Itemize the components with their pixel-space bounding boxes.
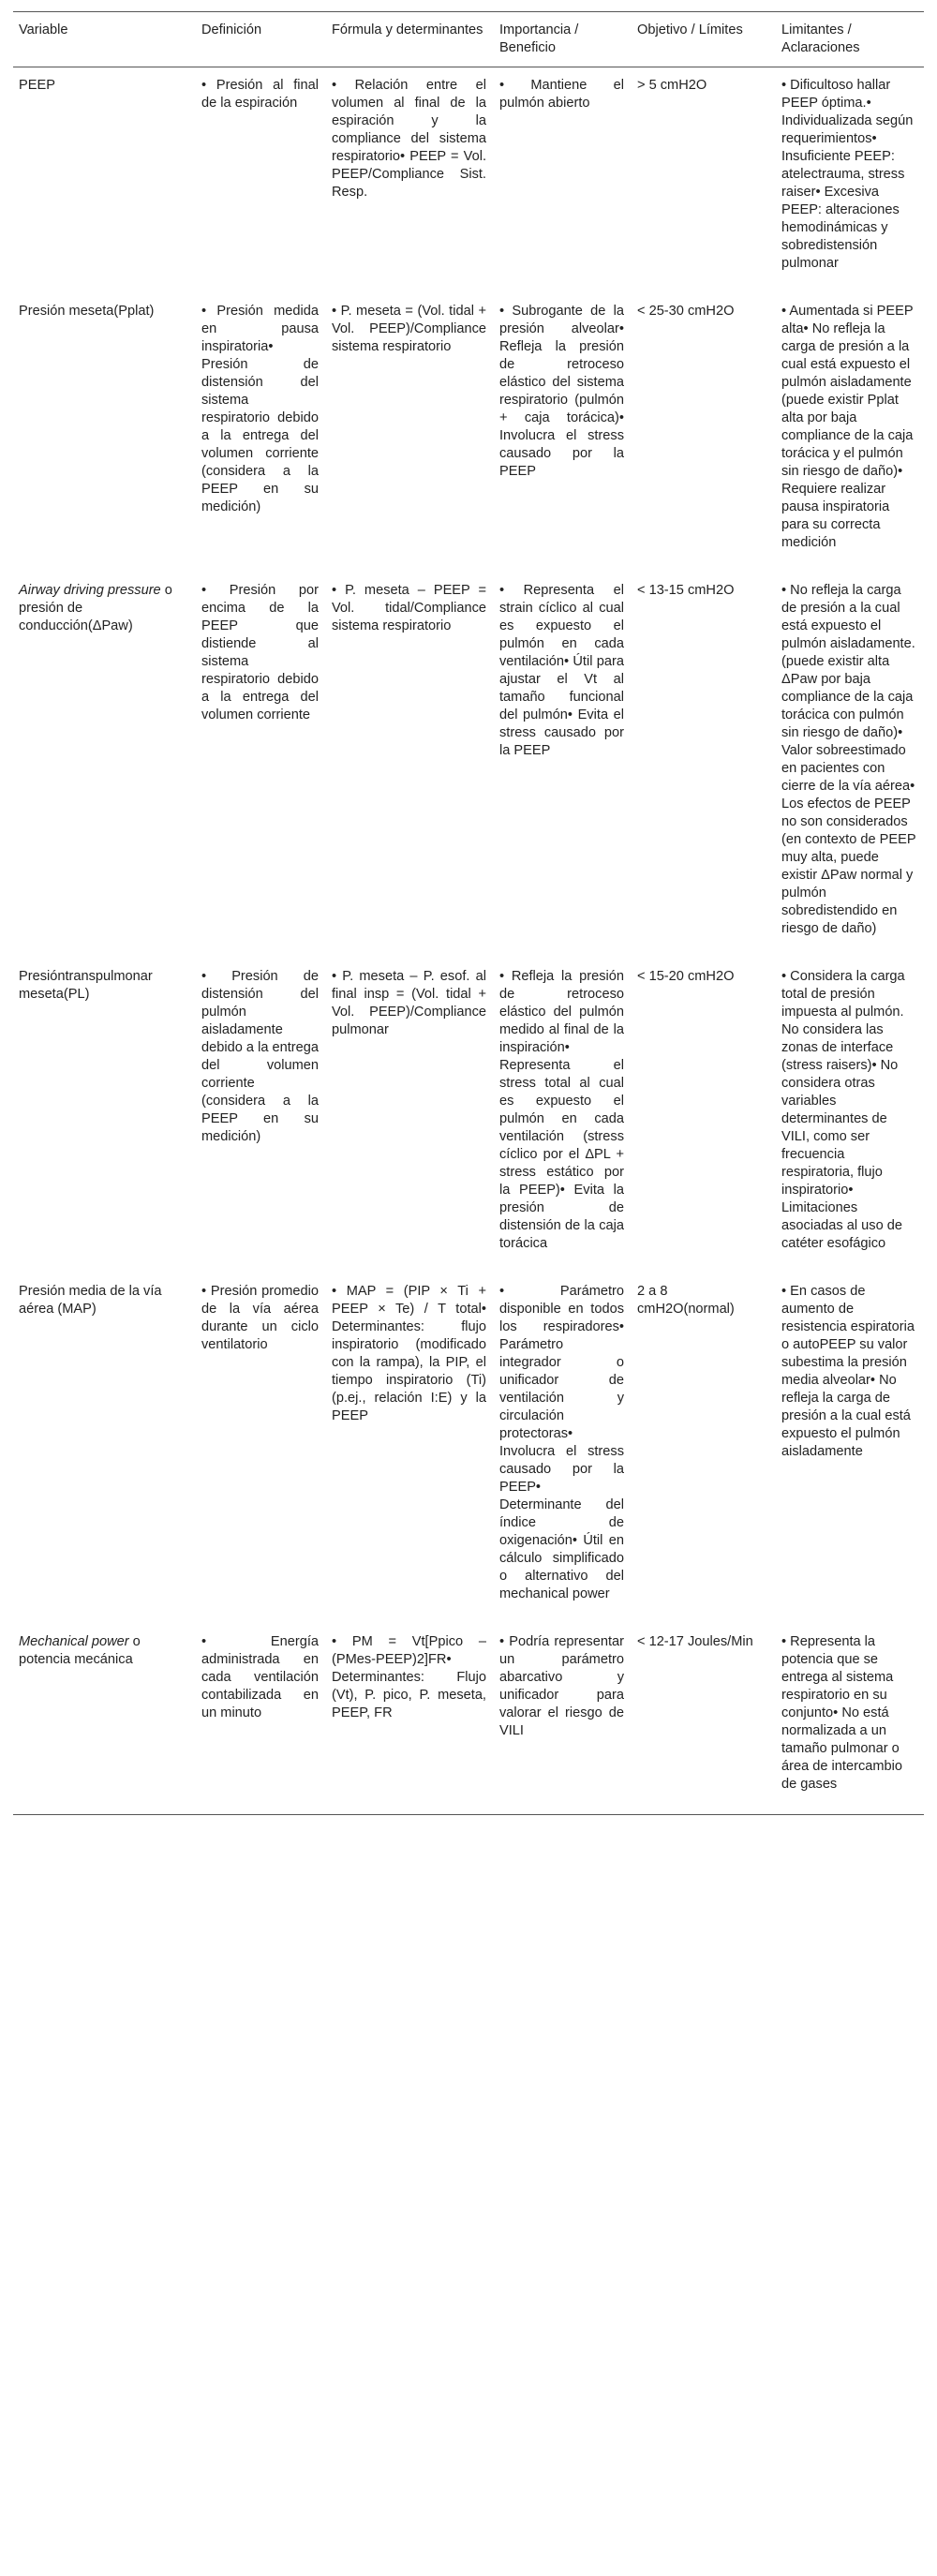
- cell-limitantes: • No refleja la carga de presión a la cual está expuesto el pulmón aisladamente. (puede existir alta ΔPaw por baja compliance de la caja torácica con pulmón sin riesgo de daño)• Valor sobreestimado en pacientes con cierre de la vía aérea• Los efectos de PEEP no son considerados (en contexto de PEEP muy alta, puede existir ΔPaw normal y pulmón sobredistendido en riesgo de daño): [781, 583, 916, 936]
- cell-objetivo: < 12-17 Joules/Min: [637, 1634, 753, 1649]
- variable-rest: o potencia mecánica: [19, 1634, 141, 1667]
- cell-definicion: • Presión de distensión del pulmón aisladamente debido a la entrega del volumen corriente (considera a la PEEP en su medición): [201, 969, 319, 1144]
- cell-importancia: • Refleja la presión de retroceso elástico del pulmón medido al final de la inspiración• Representa el stress total al cual es expuesto el pulmón en cada ventilación (stress cíclico por el ΔPL + stress estático por la PEEP)• Evita la presión de distensión de la caja torácica: [499, 969, 624, 1251]
- cell-formula: • P. meseta – P. esof. al final insp = (Vol. tidal + Vol. PEEP)/Compliance pulmonar: [332, 969, 486, 1037]
- cell-definicion: • Presión al final de la espiración: [201, 78, 319, 111]
- table-row: [13, 1273, 924, 1624]
- cell-objetivo: < 13-15 cmH2O: [637, 583, 735, 598]
- cell-variable: Presióntranspulmonar meseta(PL): [19, 969, 153, 1002]
- cell-formula: • Relación entre el volumen al final de la espiración y la compliance del sistema respiratorio• PEEP = Vol. PEEP/Compliance Sist. Resp.: [332, 78, 486, 200]
- cell-objetivo: 2 a 8 cmH2O(normal): [637, 1284, 735, 1317]
- cell-importancia: • Representa el strain cíclico al cual es expuesto el pulmón en cada ventilación• Útil para ajustar el Vt al tamaño funcional del pulmón• Evita el stress causado por la PEEP: [499, 583, 624, 758]
- cell-definicion: • Presión medida en pausa inspiratoria• Presión de distensión del sistema respiratorio debido a la entrega del volumen corriente (considera a la PEEP en su medición): [201, 304, 319, 514]
- cell-importancia: • Mantiene el pulmón abierto: [499, 78, 624, 111]
- variable-rest: o presión de conducción(ΔPaw): [19, 583, 172, 633]
- table-row: [13, 573, 924, 959]
- cell-variable: Presión meseta(Pplat): [19, 304, 155, 319]
- header-importancia: Importancia / Beneficio: [499, 22, 579, 55]
- cell-variable: [13, 573, 196, 959]
- cell-objetivo: < 15-20 cmH2O: [637, 969, 735, 984]
- cell-formula: • PM = Vt[Ppico – (PMes-PEEP)2]FR• Determinantes: Flujo (Vt), P. pico, P. meseta, PEEP, FR: [332, 1634, 486, 1720]
- header-definicion: Definición: [201, 22, 262, 37]
- variable-italic: Airway driving pressure: [19, 583, 161, 598]
- cell-importancia: • Parámetro disponible en todos los respiradores• Parámetro integrador o unificador de ventilación y circulación protectoras• Involucra el stress causado por la PEEP• Determinante del índice de oxigenación• Útil en cálculo simplificado o alternativo del mechanical power: [499, 1284, 624, 1601]
- cell-definicion: • Energía administrada en cada ventilación contabilizada en un minuto: [201, 1634, 319, 1720]
- table-row: [13, 67, 924, 294]
- variable-italic: Mechanical power: [19, 1634, 129, 1649]
- cell-limitantes: • Aumentada si PEEP alta• No refleja la carga de presión a la cual está expuesto el pulmón aisladamente (puede existir Pplat alta por baja compliance de la caja torácica y el pulmón sin riesgo de daño)• Requiere realizar pausa inspiratoria para su correcta medición: [781, 304, 914, 550]
- cell-variable: [13, 1624, 196, 1815]
- cell-variable: PEEP: [19, 78, 55, 93]
- header-formula: Fórmula y determinantes: [332, 22, 483, 37]
- cell-limitantes: • Dificultoso hallar PEEP óptima.• Individualizada según requerimientos• Insuficiente PEEP: atelectrauma, stress raiser• Excesiva PEEP: alteraciones hemodinámicas y sobredistensión pulmonar: [781, 78, 914, 271]
- cell-variable: Presión media de la vía aérea (MAP): [19, 1284, 162, 1317]
- cell-importancia: • Subrogante de la presión alveolar• Refleja la presión de retroceso elástico del sistema respiratorio (pulmón + caja torácica)• Involucra el stress causado por la PEEP: [499, 304, 624, 479]
- table-row: [13, 293, 924, 573]
- cell-limitantes: • En casos de aumento de resistencia espiratoria o autoPEEP su valor subestima la presión media alveolar• No refleja la carga de presión a la cual está expuesto el pulmón aisladamente: [781, 1284, 915, 1459]
- cell-limitantes: • Representa la potencia que se entrega al sistema respiratorio en su conjunto• No está normalizada a un tamaño pulmonar o área de intercambio de gases: [781, 1634, 902, 1792]
- cell-importancia: • Podría representar un parámetro abarcativo y unificador para valorar el riesgo de VILI: [499, 1634, 624, 1738]
- table-container: [13, 11, 924, 1815]
- cell-definicion: • Presión promedio de la vía aérea durante un ciclo ventilatorio: [201, 1284, 319, 1352]
- cell-definicion: • Presión por encima de la PEEP que distiende al sistema respiratorio debido a la entrega del volumen corriente: [201, 583, 319, 722]
- header-row: [13, 12, 924, 67]
- table-row: [13, 959, 924, 1273]
- cell-formula: • MAP = (PIP × Ti + PEEP × Te) / T total• Determinantes: flujo inspiratorio (modificado con la rampa), la PIP, el tiempo inspiratorio (Ti) (p.ej., relación I:E) y la PEEP: [332, 1284, 486, 1423]
- table-body: [13, 67, 924, 1815]
- cell-formula: • P. meseta – PEEP = Vol. tidal/Compliance sistema respiratorio: [332, 583, 486, 633]
- cell-formula: • P. meseta = (Vol. tidal + Vol. PEEP)/Compliance sistema respiratorio: [332, 304, 486, 354]
- header-objetivo: Objetivo / Límites: [637, 22, 743, 37]
- header-limitantes: Limitantes / Aclaraciones: [781, 22, 860, 55]
- cell-limitantes: • Considera la carga total de presión impuesta al pulmón. No considera las zonas de interface (stress raisers)• No considera otras variables determinantes de VILI, como ser frecuencia respiratoria, flujo inspiratorio• Limitaciones asociadas al uso de catéter esofágico: [781, 969, 905, 1251]
- header-variable: Variable: [19, 22, 68, 37]
- table-row: [13, 1624, 924, 1815]
- table-header: [13, 12, 924, 67]
- cell-objetivo: < 25-30 cmH2O: [637, 304, 735, 319]
- cell-objetivo: > 5 cmH2O: [637, 78, 707, 93]
- ventilation-variables-table: [13, 11, 924, 1815]
